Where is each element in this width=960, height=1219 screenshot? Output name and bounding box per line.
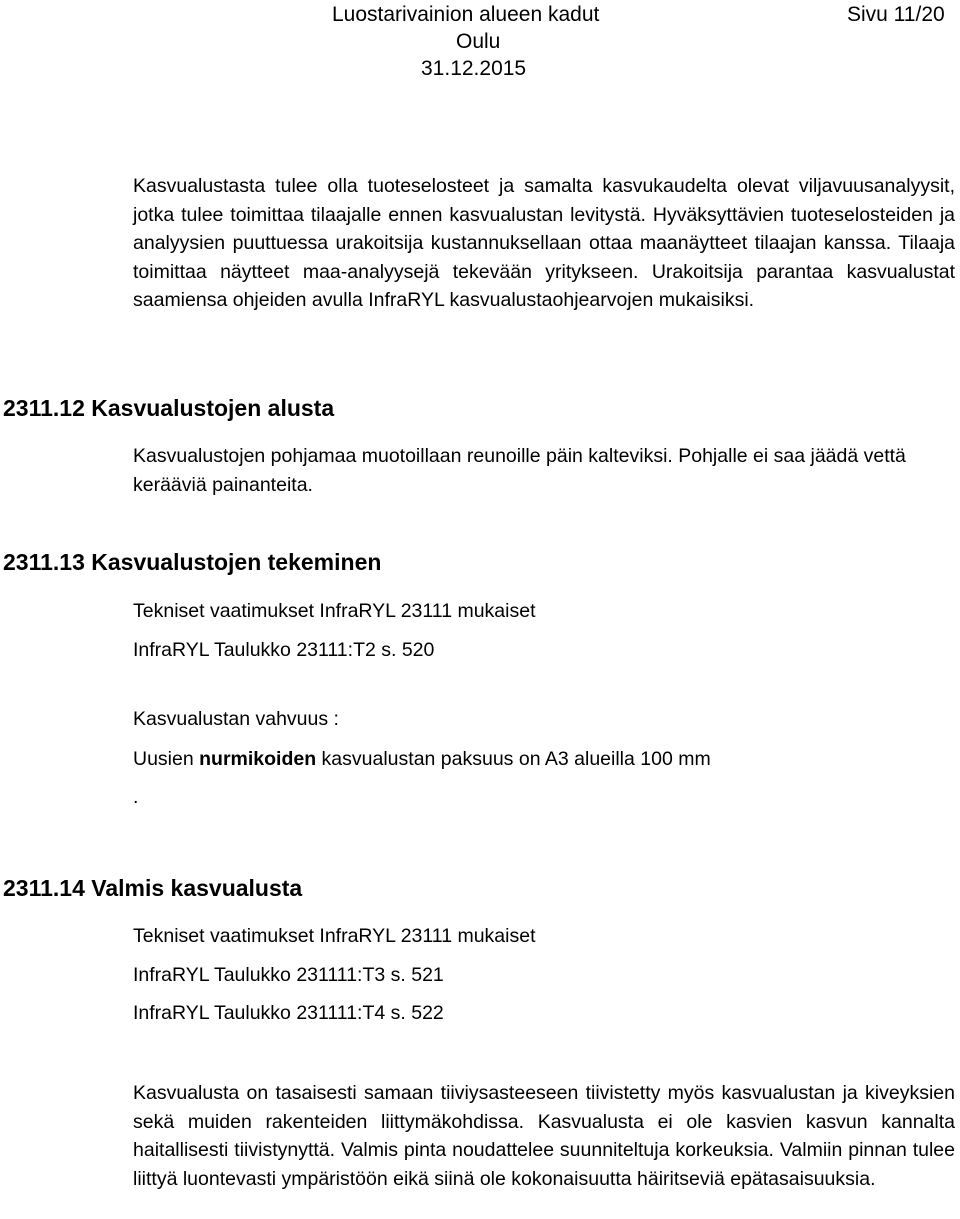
section-2311-14-requirements: Tekniset vaatimukset InfraRYL 23111 mukaiset <box>133 925 536 947</box>
stray-dot: . <box>133 786 139 808</box>
section-2311-14-table-ref-t4: InfraRYL Taulukko 231111:T4 s. 522 <box>133 1002 444 1024</box>
header-city: Oulu <box>456 30 501 53</box>
thickness-label: Kasvualustan vahvuus : <box>133 708 339 730</box>
section-2311-12-paragraph: Kasvualustojen pohjamaa muotoillaan reunoille päin kalteviksi. Pohjalle ei saa jäädä vettä kerääviä painanteita. <box>133 445 906 496</box>
thickness-suffix: kasvualustan paksuus on A3 alueilla 100 mm <box>316 748 711 770</box>
heading-2311-14: 2311.14 Valmis kasvualusta <box>3 875 303 901</box>
section-2311-13-table-ref: InfraRYL Taulukko 23111:T2 s. 520 <box>133 639 435 661</box>
section-2311-13-requirements: Tekniset vaatimukset InfraRYL 23111 mukaiset <box>133 600 536 622</box>
thickness-bold-term: nurmikoiden <box>199 748 317 770</box>
section-2311-14-table-ref-t3: InfraRYL Taulukko 231111:T3 s. 521 <box>133 964 444 986</box>
header-page-number: Sivu 11/20 <box>847 3 945 26</box>
heading-2311-12: 2311.12 Kasvualustojen alusta <box>3 395 335 421</box>
thickness-statement <box>133 745 711 773</box>
thickness-prefix: Uusien <box>133 748 200 770</box>
header-title: Luostarivainion alueen kadut <box>332 3 600 26</box>
heading-2311-13: 2311.13 Kasvualustojen tekeminen <box>3 549 382 575</box>
section-2311-14-paragraph: Kasvualusta on tasaisesti samaan tiiviysasteeseen tiivistetty myös kasvualustan ja kiveyksien sekä muiden rakenteiden liittymäkohdissa. Kasvualusta ei ole kasvien kasvun kannalta haitallisesti tiivistynyttä. Valmis pinta noudattelee suunniteltuja korkeuksia. Valmiin pinnan tulee liittyä luontevasti ympäristöön eikä siinä ole kokonaisuutta häiritseviä epätasaisuuksia. <box>133 1082 955 1190</box>
header-date: 31.12.2015 <box>421 57 527 80</box>
intro-paragraph: Kasvualustasta tulee olla tuoteselosteet ja samalta kasvukaudelta olevat viljavuusanalyysit, jotka tulee toimittaa tilaajalle ennen kasvualustan levitystä. Hyväksyttävien tuoteselosteiden ja analyysien puuttuessa urakoitsija kustannuksellaan ottaa maanäytteet tilaajan kanssa. Tilaaja toimittaa näytteet maa-analyysejä tekevään yritykseen. Urakoitsija parantaa kasvualustat saamiensa ohjeiden avulla InfraRYL kasvualustaohjearvojen mukaisiksi. <box>133 175 955 311</box>
